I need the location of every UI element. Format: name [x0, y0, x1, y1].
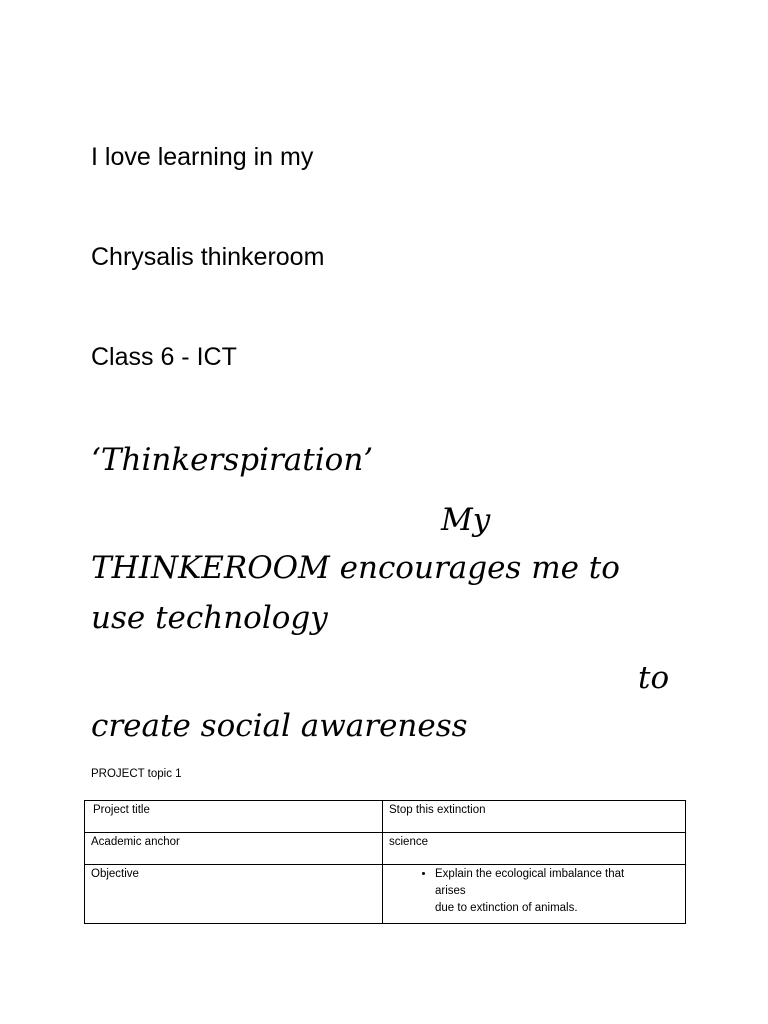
- quote-line-a: THINKEROOM encourages me to: [91, 550, 620, 586]
- objective-list: [389, 866, 679, 900]
- cell-academic-anchor-label: Academic anchor: [85, 833, 383, 865]
- cell-objective-label: Objective: [85, 865, 383, 924]
- table-row: [85, 801, 686, 833]
- cell-project-title-label: Project title: [85, 801, 383, 833]
- cell-academic-anchor-value: science: [383, 833, 686, 865]
- project-heading: PROJECT topic 1: [91, 768, 182, 780]
- intro-line-2: Chrysalis thinkeroom: [91, 243, 325, 271]
- cell-objective-value: [383, 865, 686, 924]
- class-line: Class 6 - ICT: [91, 343, 237, 371]
- quote-title: ‘Thinkerspiration’: [91, 442, 374, 478]
- quote-line-c: create social awareness: [91, 708, 468, 744]
- table-row: [85, 833, 686, 865]
- objective-continuation: due to extinction of animals.: [435, 902, 578, 914]
- table-row: [85, 865, 686, 924]
- quote-line-b: use technology: [91, 600, 328, 636]
- objective-bullet: • Explain the ecological imbalance that arises: [435, 866, 655, 900]
- project-table: [84, 800, 686, 924]
- cell-project-title-value: Stop this extinction: [383, 801, 686, 833]
- quote-word-my: My: [441, 502, 491, 538]
- intro-line-1: I love learning in my: [91, 143, 314, 171]
- quote-word-to: to: [638, 660, 670, 696]
